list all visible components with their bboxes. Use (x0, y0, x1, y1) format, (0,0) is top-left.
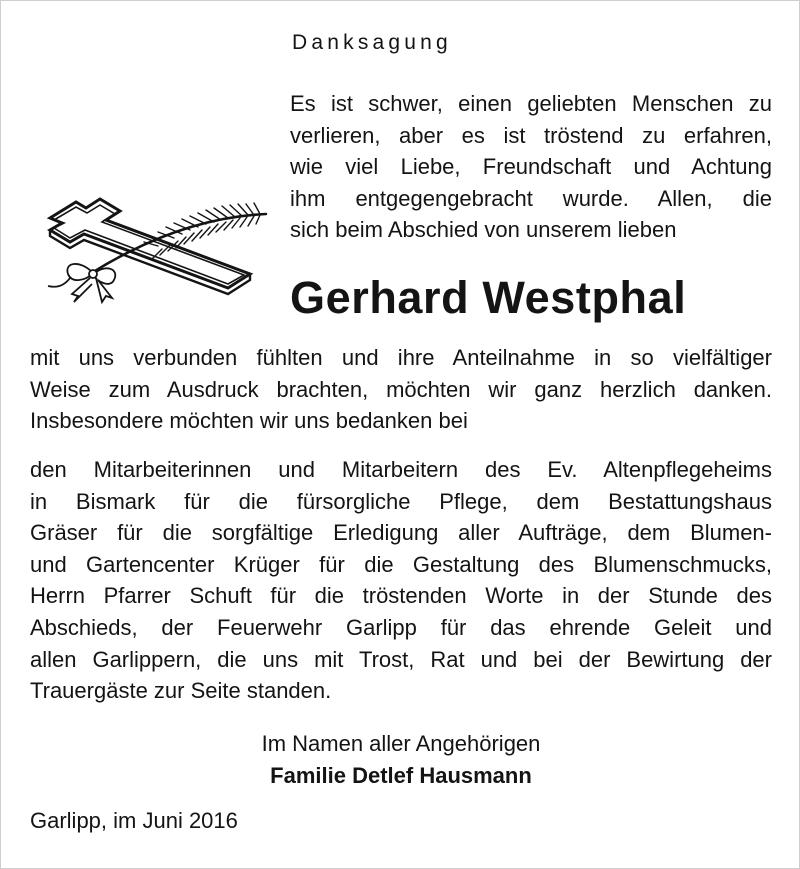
acknowledgements-paragraph (30, 454, 772, 707)
paragraph-line: Trauergäste zur Seite standen. (30, 678, 332, 704)
paragraph-line: Gräser für die sorgfältige Erledigung aller Aufträge, dem Blumen- (30, 520, 772, 546)
intro-text (290, 88, 772, 246)
intro-line: Es ist schwer, einen geliebten Menschen zu (290, 91, 772, 116)
paragraph-line: allen Garlippern, die uns mit Trost, Rat und bei der Bewirtung der (30, 646, 772, 672)
paragraph-line: und Gartencenter Krüger für die Gestaltung des Blumenschmucks, (30, 551, 772, 577)
cross-with-palm-branch-icon (40, 190, 276, 310)
paragraph-line: Weise zum Ausdruck brachten, möchten wir ganz herzlich danken. (30, 376, 772, 402)
intro-line: sich beim Abschied von unserem lieben (290, 217, 677, 243)
paragraph-line: mit uns verbunden fühlten und ihre Anteilnahme in so vielfältiger (30, 345, 772, 370)
intro-line: ihm entgegengebracht wurde. Allen, die (290, 185, 772, 211)
family-name: Familie Detlef Hausmann (270, 762, 532, 788)
paragraph-line: Herrn Pfarrer Schuft für die tröstenden Worte in der Stunde des (30, 583, 772, 609)
paragraph-line: den Mitarbeiterinnen und Mitarbeitern des Ev. Altenpflegeheims (30, 457, 772, 482)
paragraph-line: in Bismark für die fürsorgliche Pflege, dem Bestattungshaus (30, 488, 772, 514)
notice-title: Danksagung (292, 31, 452, 54)
paragraph-line: Insbesondere möchten wir uns bedanken bei (30, 408, 468, 434)
paragraph-line: Abschieds, der Feuerwehr Garlipp für das ehrende Geleit und (30, 614, 772, 640)
signature-block (30, 728, 772, 791)
place-and-date: Garlipp, im Juni 2016 (30, 808, 238, 833)
thanks-paragraph (30, 342, 772, 437)
closing-line: Im Namen aller Angehörigen (261, 731, 541, 756)
intro-line: wie viel Liebe, Freundschaft und Achtung (290, 154, 772, 180)
intro-line: verlieren, aber es ist tröstend zu erfahren, (290, 122, 772, 148)
deceased-name: Gerhard Westphal (290, 272, 687, 323)
